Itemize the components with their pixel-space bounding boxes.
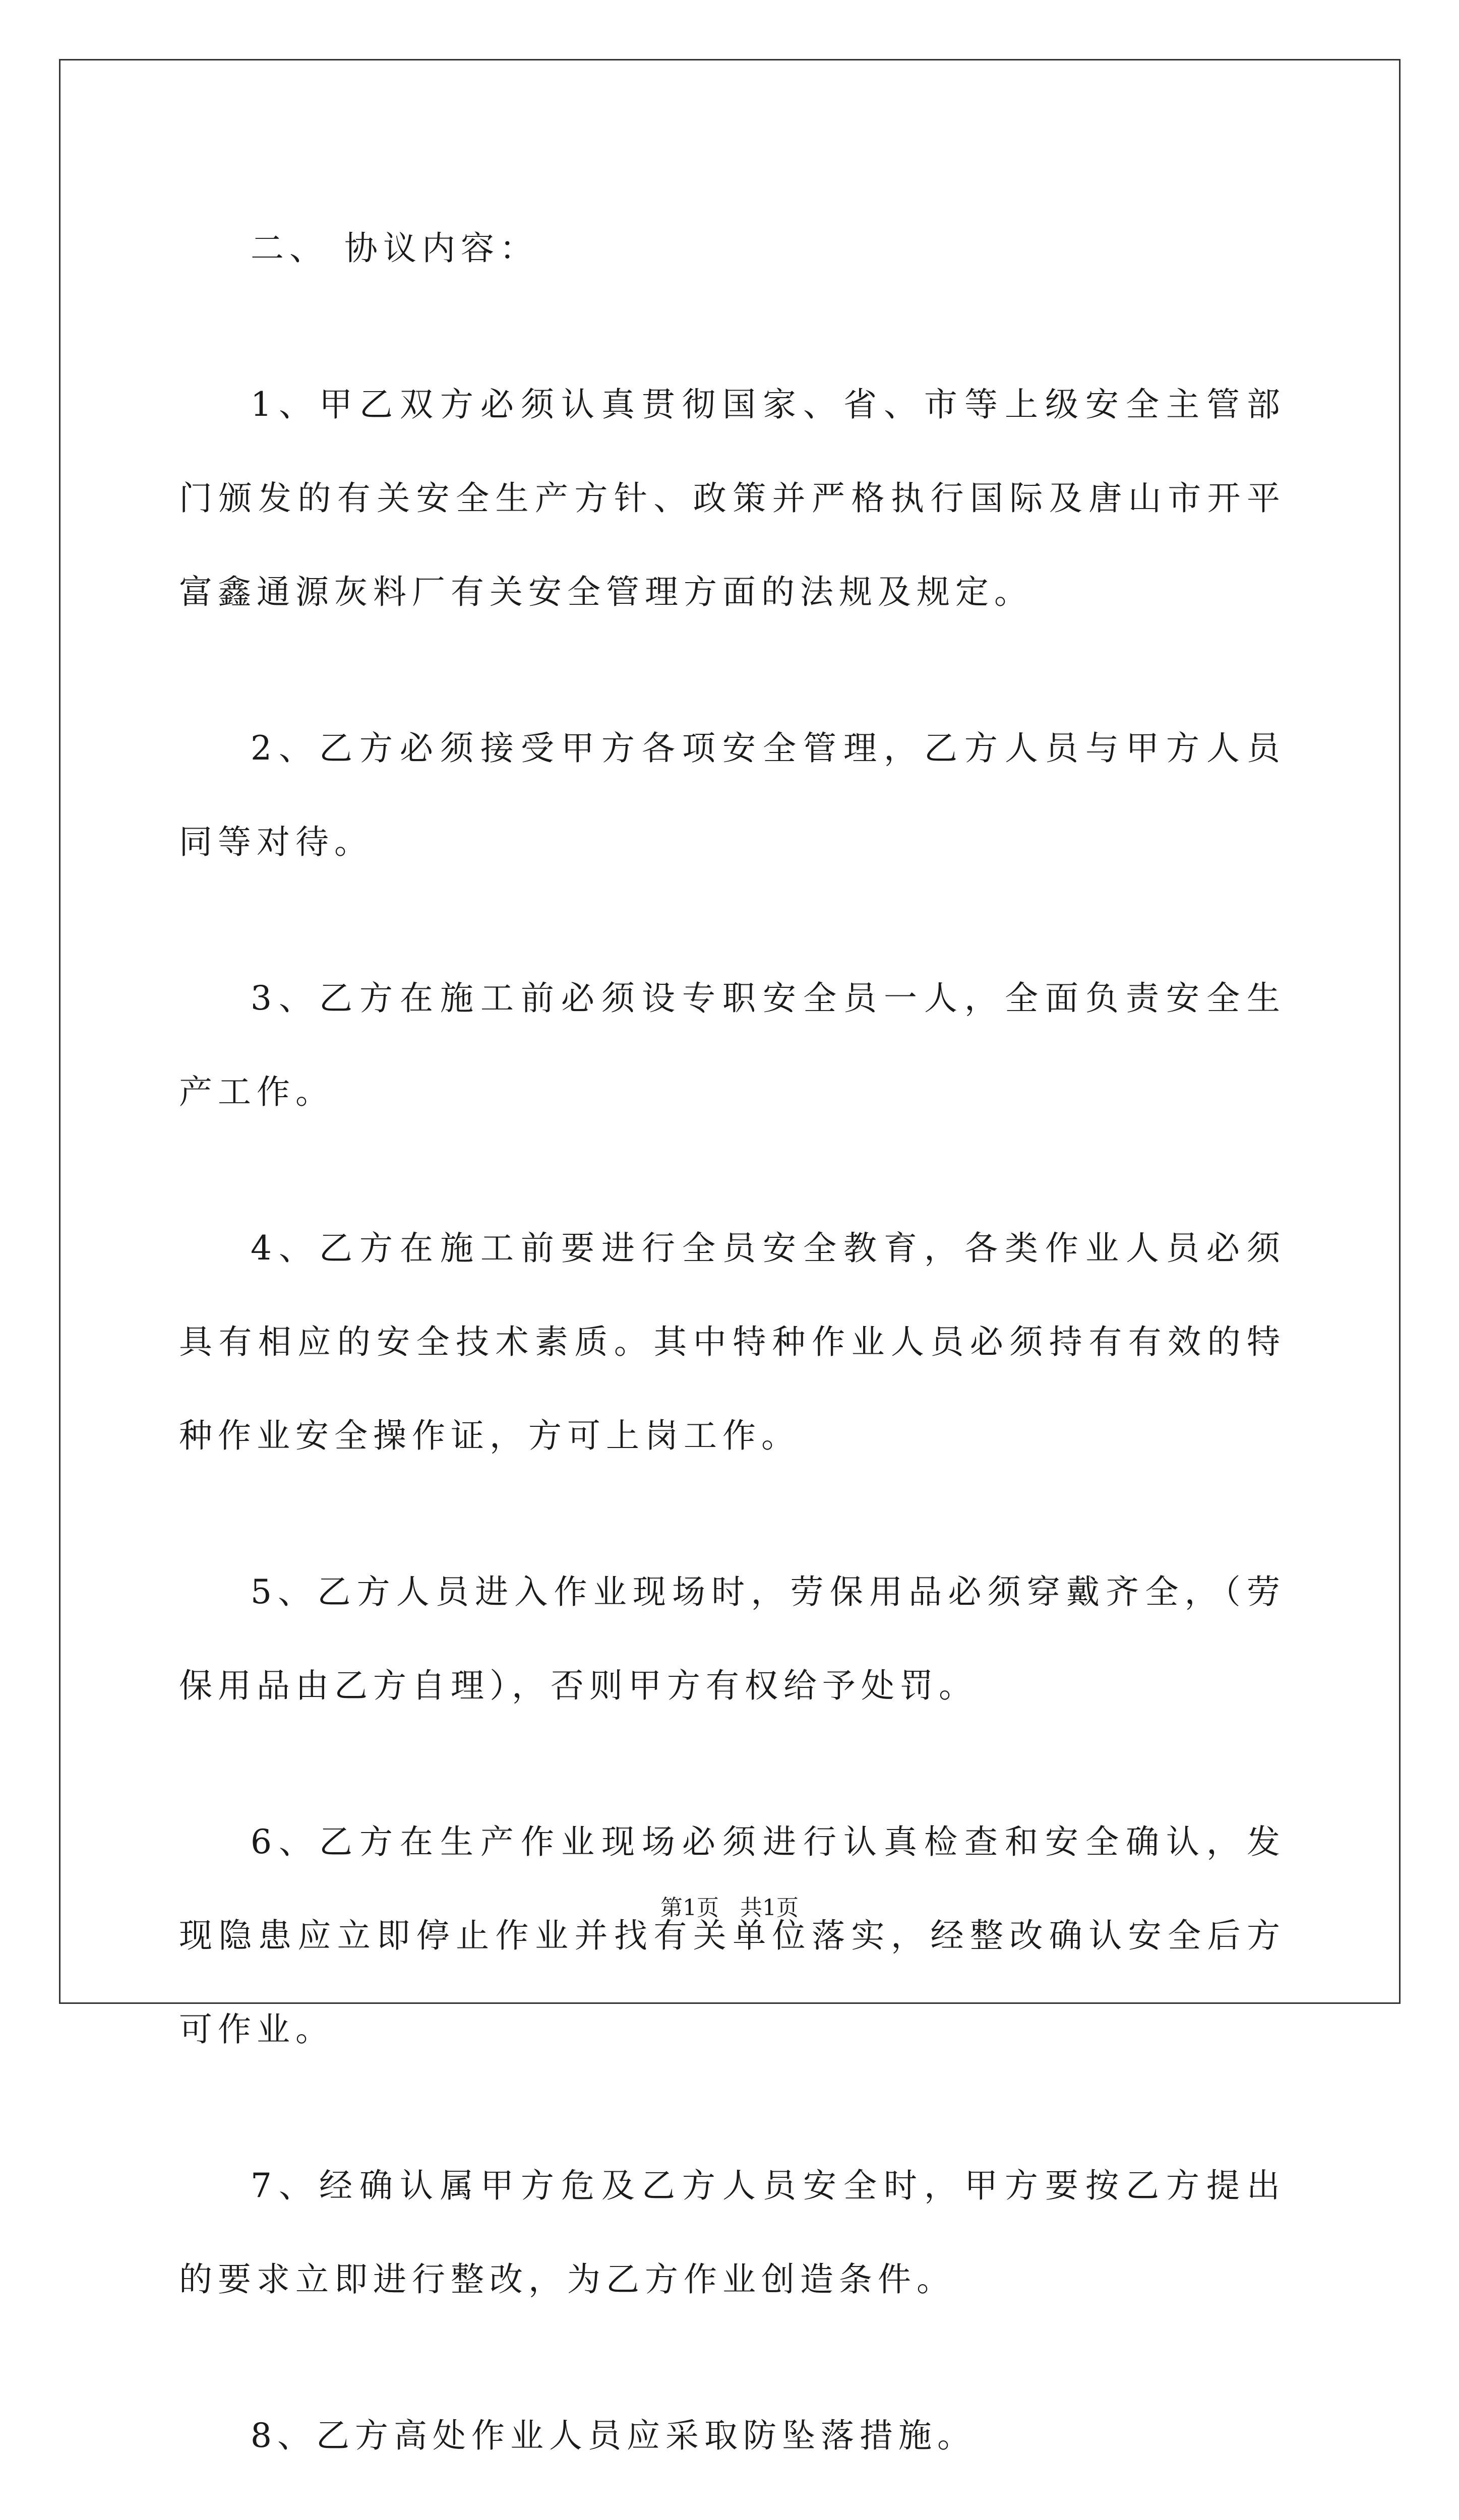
clause-8: 8、乙方高处作业人员应采取防坠落措施。	[251, 2416, 976, 2455]
clause-3: 3、乙方在施工前必须设专职安全员一人，全面负责安全生产工作。	[179, 979, 1286, 1111]
clause-7: 7、经确认属甲方危及乙方人员安全时，甲方要按乙方提出的要求立即进行整改，为乙方作业创造条件。	[179, 2166, 1286, 2299]
clause-6: 6、乙方在生产作业现场必须进行认真检查和安全确认，发现隐患应立即停止作业并找有关单位落实，经整改确认安全后方可作业。	[179, 1822, 1286, 2049]
document-body	[179, 202, 1286, 2520]
clause-2: 2、乙方必须接受甲方各项安全管理，乙方人员与甲方人员同等对待。	[179, 729, 1286, 861]
clause-5: 5、乙方人员进入作业现场时，劳保用品必须穿戴齐全，（劳保用品由乙方自理），否则甲方有权给予处罚。	[179, 1572, 1286, 1705]
section-heading: 二、 协议内容：	[251, 229, 538, 268]
page-number-footer: 第1页 共1页	[660, 1895, 799, 1921]
clause-4: 4、乙方在施工前要进行全员安全教育，各类作业人员必须具有相应的安全技术素质。其中特种作业人员必须持有有效的特种作业安全操作证，方可上岗工作。	[179, 1229, 1286, 1455]
clause-1: 1、甲乙双方必须认真贯彻国家、省、市等上级安全主管部门颁发的有关安全生产方针、政策并严格执行国际及唐山市开平富鑫通源灰料厂有关安全管理方面的法规及规定。	[179, 385, 1286, 611]
